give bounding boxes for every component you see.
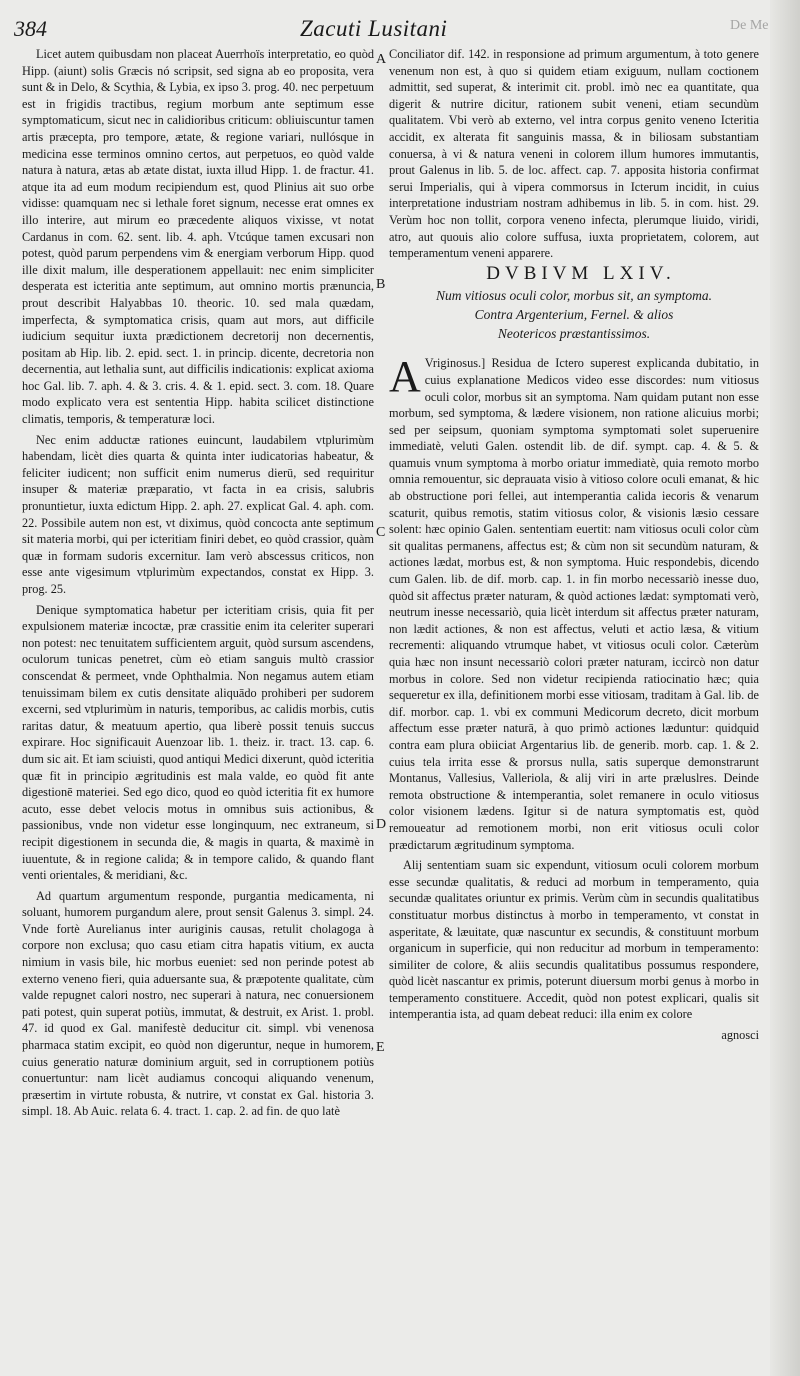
margin-marker-d: D (376, 817, 387, 832)
paragraph: Denique symptomatica habetur per icteritiam crisis, quia fit per expulsionem materiæ incoctæ, præ crassitie enim ita celeriter superari non potest: nec tenuitatem sufficientem arguit, quòd sursum ascendens, oculorum tunicas penetret, cùm eò etiam sanguis multò crassior conscendat & permeet, vnde Ophthalmia. Non negamus autem etiam tenuissimam bilem ex cutis densitate aliquādo prohiberi per sudorem excerni, sed vtplurimùm in naturis, temporibus, ac calidis morbis, cutis raritas datur, & meatuum apertio, qua liberè possit tenuis succus expirare. Hoc significauit Auenzoar lib. 1. theiz. ir. tract. 13. cap. 6. dum sic ait. Et iam sciuisti, quod antiqui Medici dixerunt, quòd icteritia quæ fit in principio ægritudinis est mala valde, eo quòd fit ante digestionē materiei. Sed ego dico, quod eo quòd icteritia fit ex humore acuto, esse debet velocis motus in omnibus suis actionibus, & passionibus, vnde non videtur esse longinquum, nec extraneum, si recipit digestionem in secunda die, & magis in quarta, & maximè in iuuentute, & in regione calida; & in tempore calido, & quando flant venti orientales, & meridiani, &c. (22, 602, 374, 883)
dubium-title: DVBIVM LXIV. (486, 262, 676, 284)
bleed-through-head: De Me (730, 18, 769, 33)
page-edge-shadow (770, 0, 800, 1376)
right-column (389, 46, 759, 1044)
paragraph: Alij sententiam suam sic expendunt, vitiosum oculi colorem morbum esse secundæ qualitatis, & reduci ad morbum in temperamento, quia secundæ qualitates oriuntur ex primis. Verùm cùm in secundis qualitatibus constituatur morbus distinctus à morbo in temperamento, vt constat in asperitate, & læuitate, quæ nascuntur ex secundis, & constituunt morbum organicum in superficie, qui non reducitur ad morbum in temperamento: similiter de colore, & aliis secundis qualitatibus possumus respondere, quòd licèt nascantur ex primis, poterunt diuersum morbi genus à morbo in temperamento constituere. Accedit, quòd non potest explicari, qualis sit intemperantia ista, ad quam debeat reduci: illa enim ex colore (389, 858, 759, 1022)
margin-marker-a: A (376, 52, 387, 67)
running-head: Zacuti Lusitani (300, 16, 448, 41)
page-number: 384 (14, 16, 47, 41)
paragraph (389, 352, 759, 853)
left-column (22, 46, 374, 1124)
margin-marker-b: B (376, 277, 386, 292)
paragraph: Licet autem quibusdam non placeat Auerrhoïs interpretatio, eo quòd Hipp. (aiunt) solis Græcis nó scripsit, sed signa ab eo proposita, vera sunt & in Delo, & Scythia, & Lybia, ex ipso 3. prog. 40. nec perpetuum est in frigidis tractibus, regium morbum ante septimum esse symptomaticum, sicut nec in calidioribus criticum: obliuiscuntur tamen artis præcepta, pro tempore, ætate, & regione variari, nullósque in medicina esse terminos omnino certos, aut perpetuos, eo quòd valde natura à natura, ætas ab ætate distat, iuxta illud Hipp. 1. de fractur. 41. atque ita ad eum modum recipiendum est, quod Plinius ait suo orbe vidisse: quamquam nec si lethale foret signum, necesse erat omnes ex illo interire, aut mirum eo præcedente aliquos vixisse, vt notat Cardanus in com. 62. sent. lib. 4. aph. Vtcúque tamen excusari non potest, quòd parum perpendens vim & energiam verborum Hipp. quod ille dixit malum, ille desperationem appellauit: nec enim simpliciter desperata est icteritia ante septimum, aut omnino mortis prænuncia, prout describit Halyabbas 10. theoric. 10. sed mala quædam, imperfecta, & symptomatica crisis, quam aut mors, aut difficile iudicium sequitur iuxta prædictionem decretorij non decernentis, positam ab Hip. lib. 2. epid. sect. 1. in princip. dicente, decretoria non decernentia, aut lethalia sunt, aut difficilis indicationis: explicat axioma hoc Gal. lib. 7. aph. 4. & 3. cris. 4. & 1. epid. sect. 3. com. 18. Quare modo explicato vera est sententia Hipp. habita scilicet distinctione climatis, temporis, & temperaturæ loci. (22, 47, 374, 427)
dubium-subtitle-line: Contra Argenterium, Fernel. & alios (474, 307, 674, 323)
dubium-subtitle-line: Num vitiosus oculi color, morbus sit, an symptoma. (435, 288, 712, 304)
margin-marker-c: C (376, 525, 386, 540)
catchword: agnosci (721, 1028, 759, 1043)
dubium-subtitle (389, 286, 759, 343)
dubium-subtitle-line: Neotericos præstantissimos. (497, 326, 651, 342)
paragraph: Conciliator dif. 142. in responsione ad primum argumentum, à toto genere venenum non est, à quo si quidem etiam exiguum, nullam coctionem admittit, sed superat, & interimit cit. probl. imò nec ea quantitate, qua digerit & nutrire dicitur, rationem subit veneni, etiam secundùm qualitatem. Vbi verò ab externo, vel intra corpus genito veneno Icteritia accidit, ex alterata fit sanguinis massa, & in biliosam substantiam conuersa, à vi & natura veneni in colorem illum humores immutantis, prout Galenus in lib. 5. de loc. affect. cap. 7. apposita historia confirmat serui Imperialis, qui à vipera commorsus in Icterum incidit, in cuius interpretatione industriam nostram adhibemus in lib. 5. in com. hist. 29. Verùm hoc non tollit, corpora veneno infecta, plerumque liuido, viridi, atro, aut quouis alio colore suffusa, iuxta proprietatem, colorem, aut temperamentum veneni apparere. (389, 47, 759, 261)
paragraph: Nec enim adductæ rationes euincunt, laudabilem vtplurimùm habendam, licèt dies quarta & quinta inter iudicatorias habeatur, & feliciter iudicent; non sufficit enim numerus dierū, sed requiritur insuper & materiæ præparatio, vt facta in ea crisis, salubris pronuntietur, iuxta edictum Hipp. 2. aph. 27. explicat Gal. 4. aph. com. 22. Possibile autem non est, vt diximus, quòd concocta ante septimum sit materia morbi, qui per icteritiam finiri debet, eo quòd crassior, quàm quæ in formam sudoris excernitur. Iam verò abscessus criticos, non esse ante vigesimum vtplurimùm expectandos, constat ex Hipp. 3. prog. 25. (22, 432, 374, 596)
drop-cap-a: A (389, 352, 421, 402)
margin-marker-e: E (376, 1040, 385, 1055)
paragraph: Ad quartum argumentum responde, purgantia medicamenta, ni soluant, humorem purgandum alere, prout sensit Galenus 3. simpl. 24. Vnde fortè Aurelianus inter auriginis causas, retulit cholagoga à corpore non exclusa; quo casu etiam citra hapatis vitium, ex aucta nimium in vasis bile, hic morbus eueniet: sed non perinde potest ab externo veneno fieri, quia aduersante sua, & præpotente qualitate, cùm valde repugnet calori nostro, nec superari à natura, nec conuersionem pati potest, quin superat potiùs, immutat, & destruit, ex Arist. 1. probl. 47. id quod ex Gal. manifestè deducitur cit. simpl. vbi venenosa pharmaca statim excipit, eo quòd non digeruntur, neque in humorem, cuius generatio naturæ dominium arguit, sed in corruptionem potiùs conuertuntur: nam licèt audiamus concoqui aliquando venenum, præsertim in virtute robusta, & nutrire, vt constat ex Gal. historia 3. simpl. 18. Ab Auic. relata 6. 4. tract. 1. cap. 2. ad fin. de quo latè (22, 888, 374, 1119)
paragraph-text: Vriginosus.] Residua de Ictero superest explicanda dubitatio, in cuius explanatione Medicos video esse discordes: num vitiosus oculi color, morbus sit an symptoma. Nam quidam putant non esse morbum, sed symptoma, & lædere visionem, non ratione alicuius morbi; sed per seipsum, quoniam symptoma symptomati solet superuenire immediatè, veluti Galen. ostendit lib. de dif. sympt. cap. 4. & 5. & quamuis vnum symptoma à morbo oriatur immediatè, quia remoto morbo omnia remouentur, sic deprauata visio à vitioso colore oculi emanat, & hic ab obstructione pori fellei, aut intemperantia calida iecoris & venarum scaturit, quibus remotis, statim vitiosus color, & visionis læsio cessare solent: hæc opinio Galen. sententiam euertit: nam vitiosus oculi color cùm sit qualitas permanens, affectus est; & cùm non sit secundùm naturam, & actiones lædat, morbus est, & non symptoma. Huic respondebis, dicendo cum Galen. lib. de dif. morb. cap. 1. in fin morbo necessariò inesse duo, quòd sit affectus præter naturam, & quòd actiones lædat: symptomati verò, neutrum inesse necessariò, quia licèt interdum sit affectus præter naturam, non lædit actiones, & non est affectus, veluti et actio læsa, & vitium recrementi: aliquando vtrumque habet, vt vitiosus oculi color. Cæterùm quia hæc non insunt necessariò colori præter naturam, iccircò non datur morbus in colore. Sed non videtur recipienda ratiocinatio hæc; quia sequeretur ex illa, definitionem morbi esse vitiosam, traditam à Gal. lib. de dif. morbor. cap. 1. vbi ex communi Medicorum decreto, dicit morbum affectum esse præter naturā, à quo primò actiones læduntur: quidquid contra eam plura obiiciat Argentarius lib. de generib. morb. cap. 1. & 2. cuius tela irrita esse & prorsus nulla, satis superque demonstrarunt Montanus, Vallesius, Valleriola, & alij viri in arte præluslres. Deinde remota obstructione & intemperantia, solet remanere in oculo vitiosus color visionem lædens. Igitur si de natura symptomatis est, quòd remoueatur ad remotionem morbi, non erit vitiosus oculi color prædictarum ægritudinum symptoma. (389, 356, 759, 852)
